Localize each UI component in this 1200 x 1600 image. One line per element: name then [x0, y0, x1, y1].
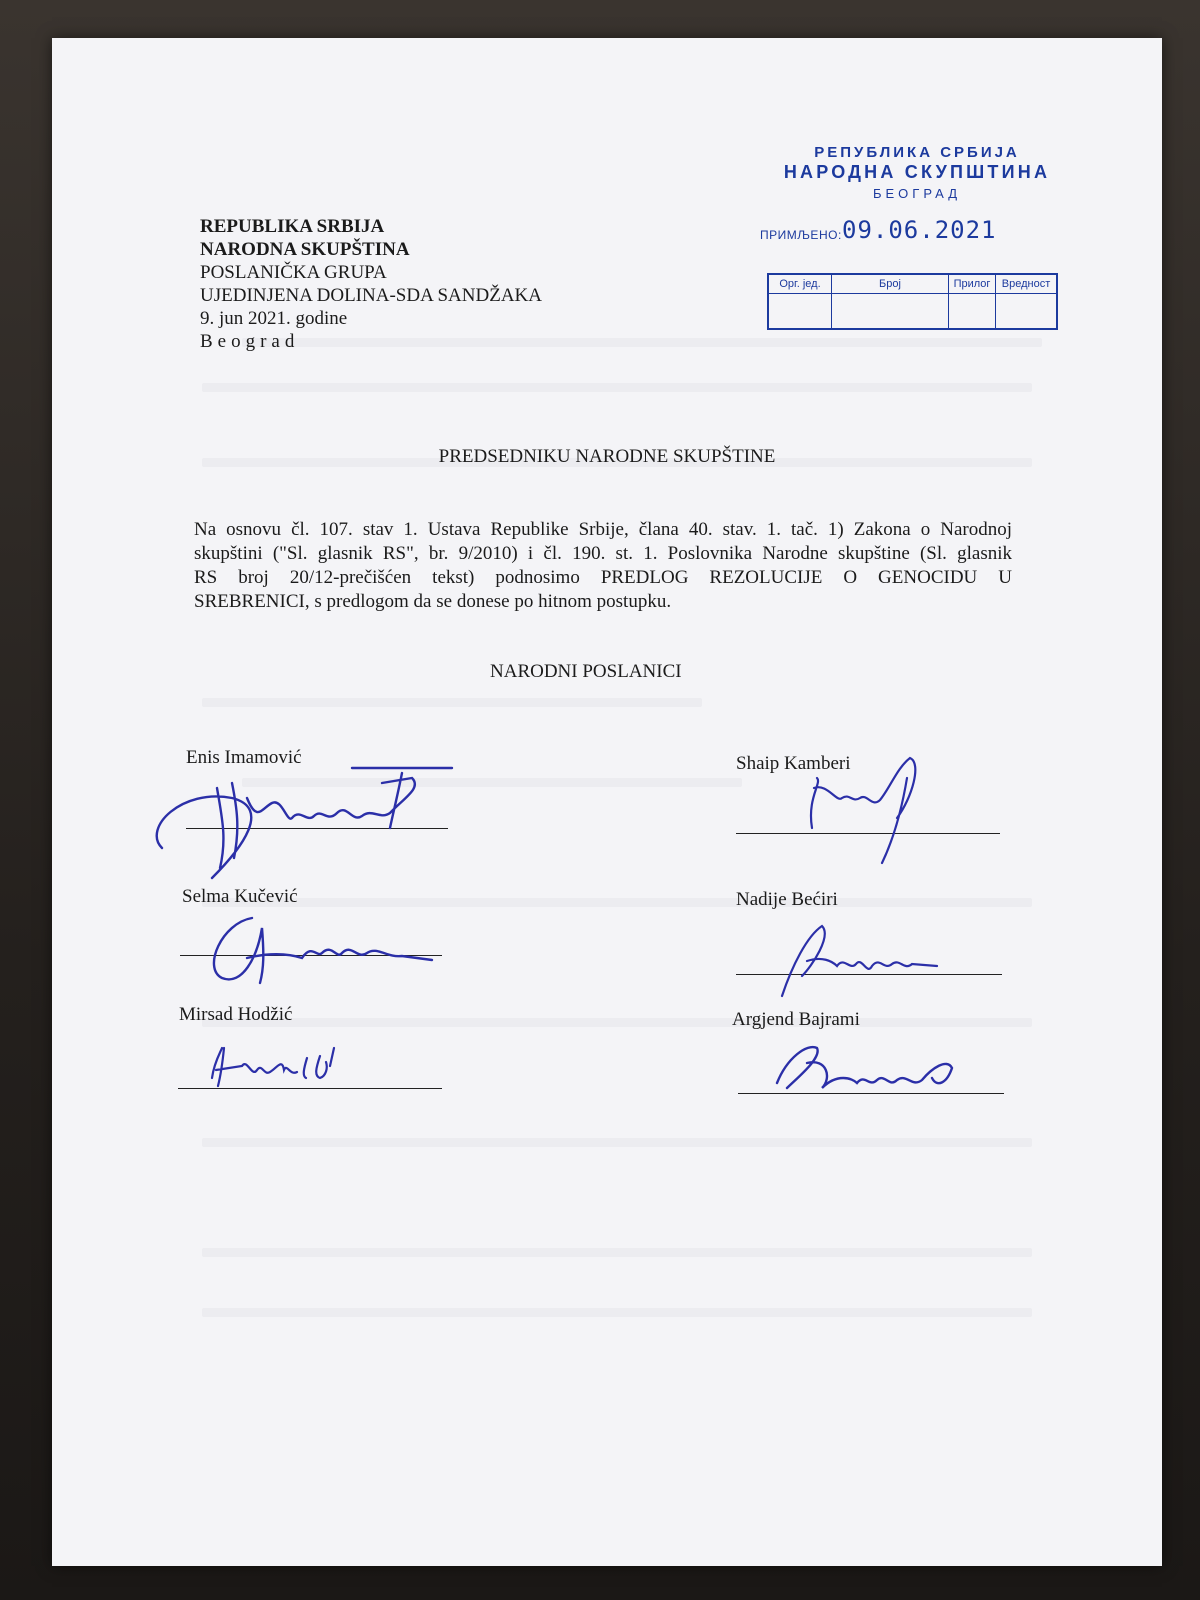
header-city: Beograd — [200, 331, 300, 352]
stamp-col-value: Вредност — [996, 274, 1058, 294]
stamp-col-attachment: Прилог — [949, 274, 996, 294]
stamp-cell — [832, 294, 949, 330]
signature-enis-imamovic — [122, 728, 472, 898]
header-date: 9. jun 2021. godine — [200, 308, 348, 329]
stamp-cell — [996, 294, 1058, 330]
body-line-1: Na osnovu čl. 107. stav 1. Ustava Republike Srbije, člana 40. stav. 1. tač. 1) Zakona o Narodnoj — [194, 519, 1012, 540]
addressee: PREDSEDNIKU NARODNE SKUPŠTINE — [438, 446, 776, 467]
stamp-country: РЕПУБЛИКА СРБИЈА — [814, 144, 1020, 161]
signatory-name: Selma Kučević — [182, 886, 298, 907]
stamp-city: БЕОГРАД — [872, 186, 962, 201]
signature-nadije-beciri — [752, 906, 952, 1006]
show-through-text — [202, 1138, 1032, 1147]
stamp-registry-table — [767, 273, 1058, 330]
signatories-heading: NARODNI POSLANICI — [490, 661, 682, 682]
signatory-name: Nadije Bećiri — [736, 889, 838, 910]
show-through-text — [202, 383, 1032, 392]
signature-shaip-kamberi — [782, 738, 952, 868]
signature-selma-kucevic — [192, 898, 452, 998]
show-through-text — [202, 698, 702, 707]
stamp-col-org: Орг. јед. — [768, 274, 832, 294]
show-through-text — [202, 1248, 1032, 1257]
signatory-name: Argjend Bajrami — [732, 1009, 860, 1030]
show-through-text — [202, 1018, 1032, 1027]
header-country: REPUBLIKA SRBIJA — [200, 216, 385, 237]
signature-mirsad-hodzic — [202, 1028, 382, 1098]
signatory-name: Shaip Kamberi — [736, 753, 851, 774]
body-line-4: SREBRENICI, s predlogom da se donese po hitnom postupku. — [194, 591, 672, 612]
signature-argjend-bajrami — [757, 1028, 977, 1108]
document-page — [52, 38, 1162, 1566]
signatory-name: Enis Imamović — [186, 747, 302, 768]
body-line-3: RS broj 20/12-prečišćen tekst) podnosimo PREDLOG REZOLUCIJE O GENOCIDU U — [194, 567, 1012, 588]
stamp-cell — [768, 294, 832, 330]
signatory-name: Mirsad Hodžić — [179, 1004, 293, 1025]
header-group-name: UJEDINJENA DOLINA-SDA SANDŽAKA — [200, 285, 542, 306]
header-assembly: NARODNA SKUPŠTINA — [200, 239, 410, 260]
show-through-text — [242, 338, 1042, 347]
body-line-2: skupštini ("Sl. glasnik RS", br. 9/2010) i čl. 190. st. 1. Poslovnika Narodne skupštine (Sl. glasnik — [194, 543, 1012, 564]
stamp-cell — [949, 294, 996, 330]
show-through-text — [202, 1308, 1032, 1317]
header-group: POSLANIČKA GRUPA — [200, 262, 387, 283]
stamp-assembly: НАРОДНА СКУПШТИНА — [783, 162, 1051, 182]
stamp-received-label: ПРИМЉЕНО: — [760, 228, 842, 242]
stamp-received-date: 09.06.2021 — [842, 216, 997, 244]
stamp-col-number: Број — [832, 274, 949, 294]
